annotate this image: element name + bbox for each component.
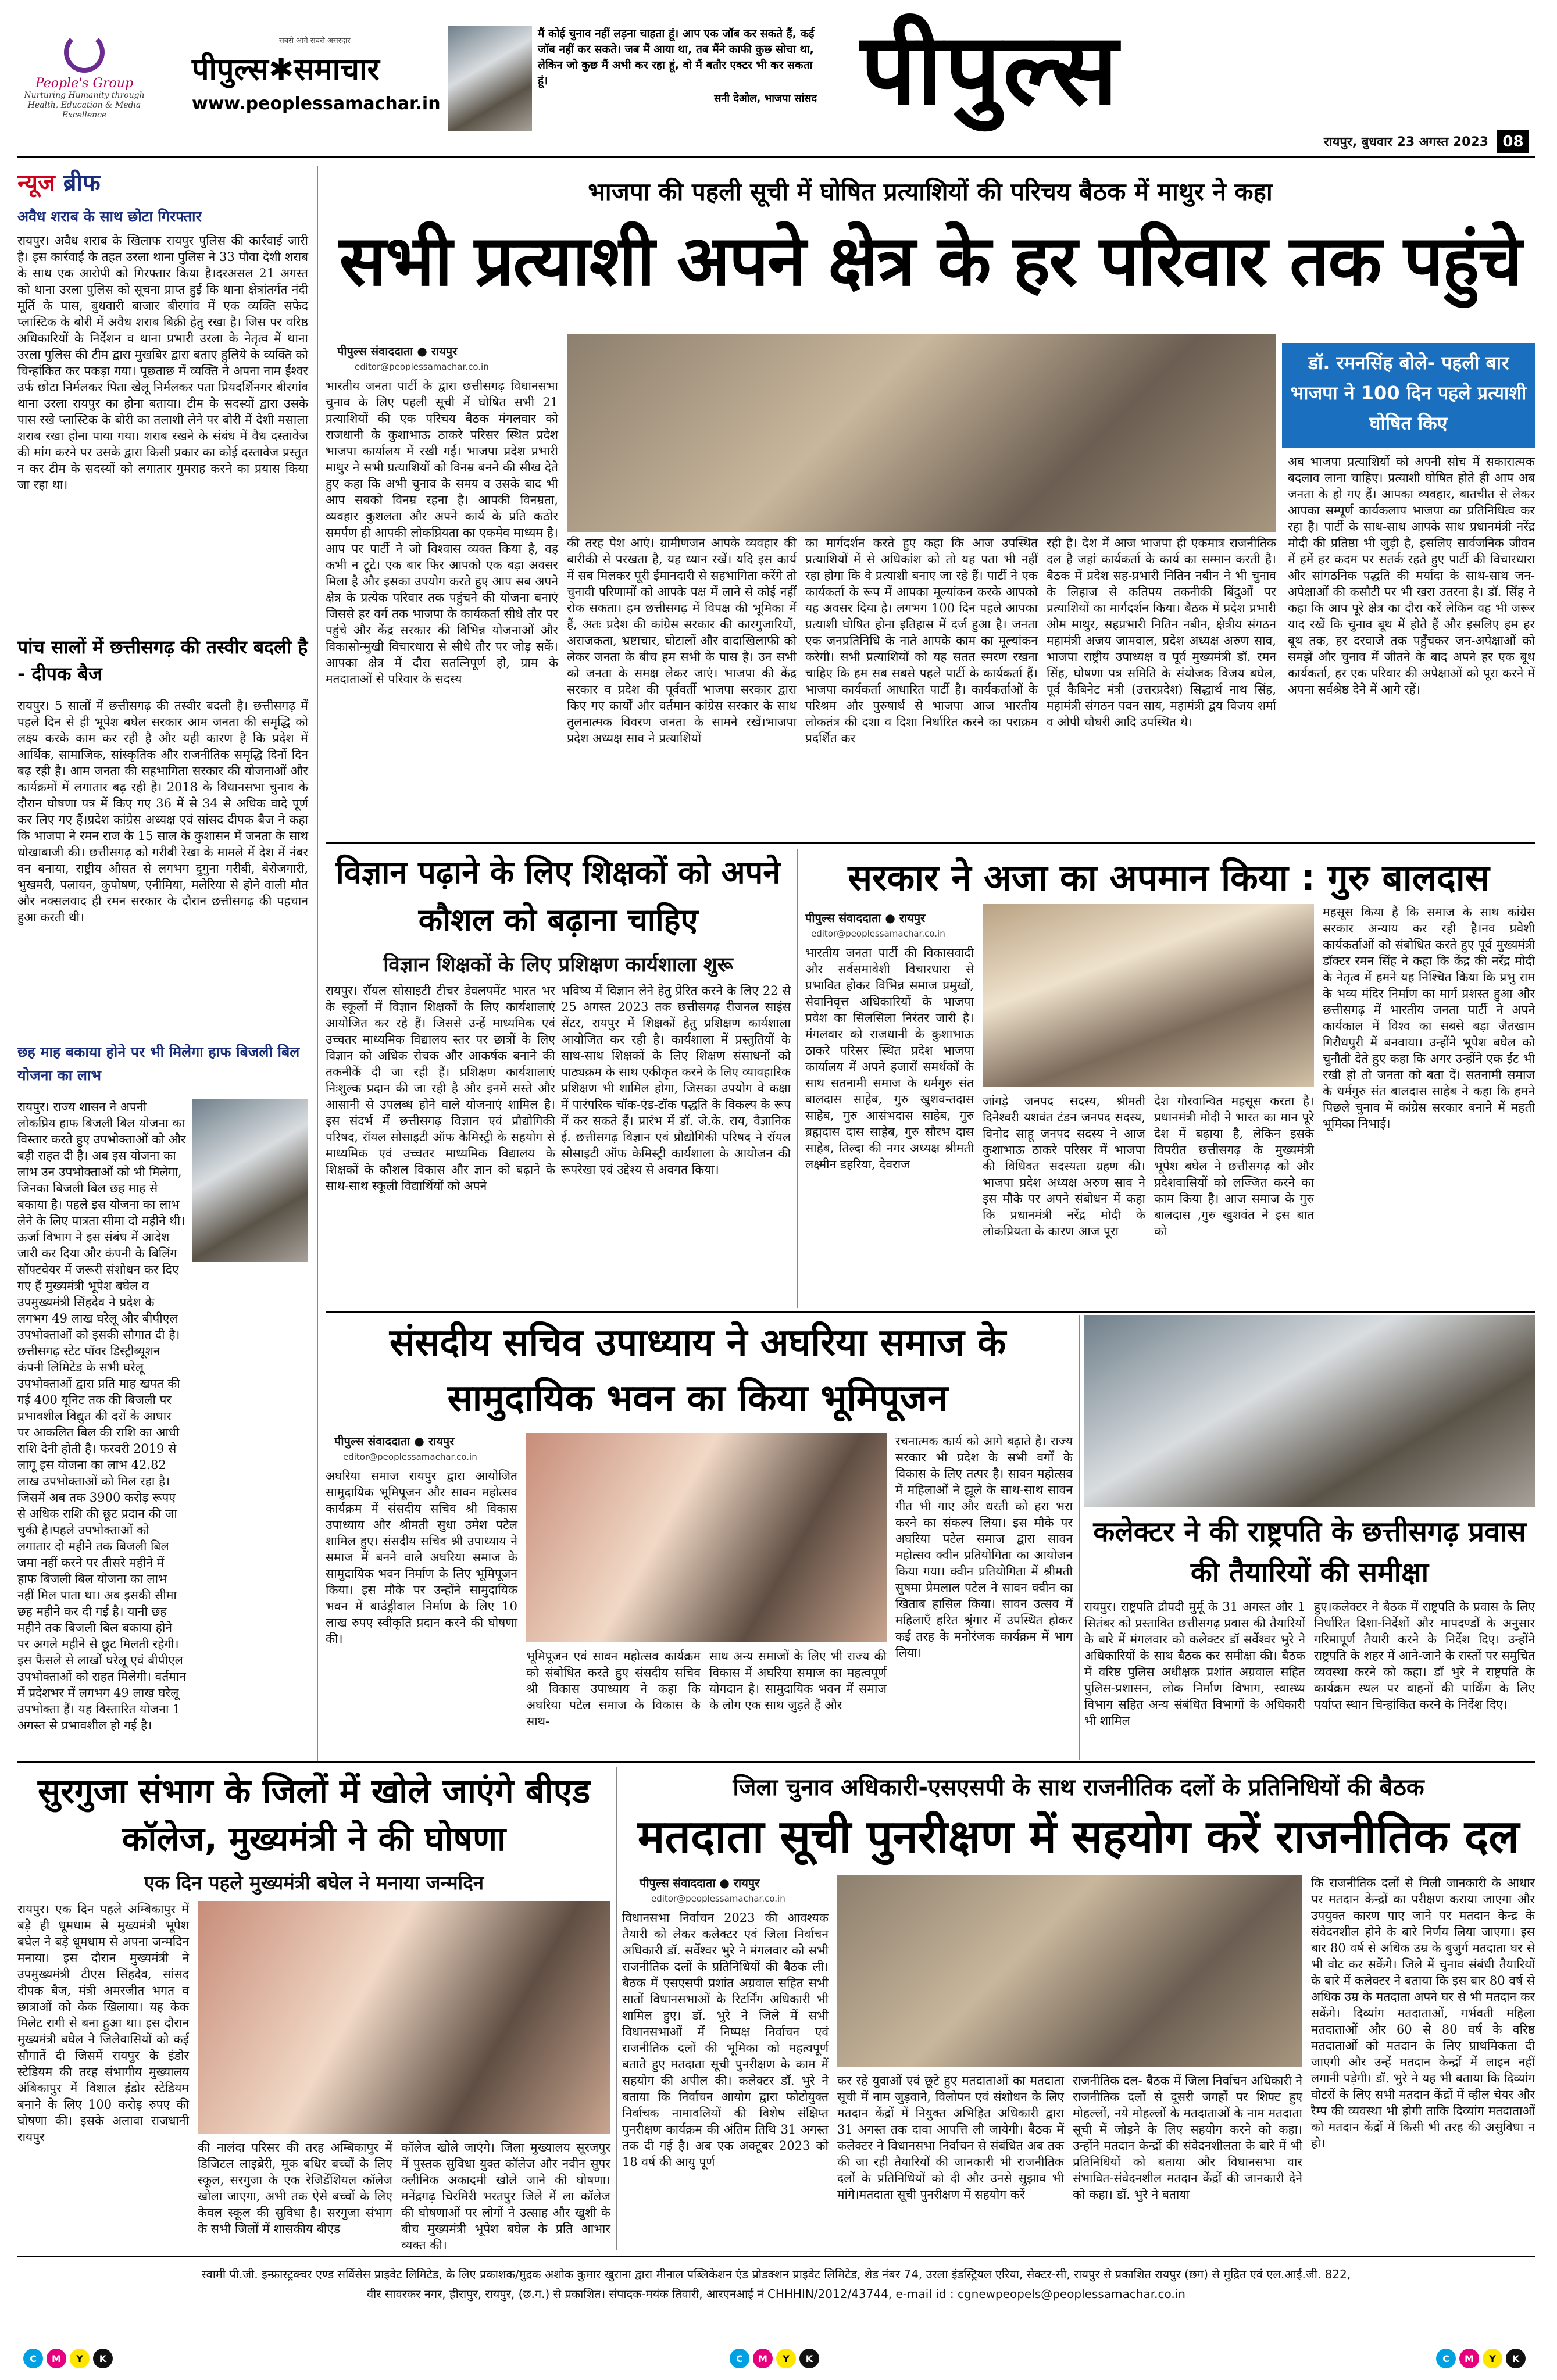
samaj-headline: संसदीय सचिव उपाध्याय ने अघरिया समाज के सामुदायिक भवन का किया भूमिपूजन: [389, 1321, 1006, 1420]
guru-col-2: जांगड़े जनपद सदस्य, श्रीमती दिनेश्वरी यशवंत टंडन जनपद सदस्य, विनोद साहू जनपद सदस्य ने आज कुशाभाऊ ठाकरे परिसर में भाजपा की विधिवत सदस्यता ग्रहण की। भाजपा प्रदेश अध्यक्ष अरुण साव ने इस मौके पर अपने संबोधन में कहा कि प्रधानमंत्री नरेंद्र मोदी के लोकप्रियता के कारण आज पूरा: [983, 1094, 1145, 1238]
brand-name-small: पीपुल्स✱समाचार: [192, 52, 380, 87]
reg-yellow: Y: [70, 2349, 90, 2368]
registration-marks-right: [1436, 2349, 1535, 2372]
brief-2-title: पांच सालों में छत्तीसगढ़ की तस्वीर बदली है - दीपक बैज: [17, 636, 308, 685]
brief-2-body: रायपुर। 5 सालों में छत्तीसगढ़ की तस्वीर बदली है। छत्तीसगढ़ में पहले दिन से ही भूपेश बघेल सरकार आम जनता की समृद्धि को लक्ष्य करके काम कर रही है और यही कारण है कि प्रदेश में आर्थिक, सामाजिक, सांस्कृतिक और राजनीतिक समृद्धि दिनों दिन बढ़ रही है। आम जनता की सहभागिता सरकार की योजनाओं और कार्यक्रमों में लगातार बढ़ रही है। 2018 के विधानसभा चुनाव के दौरान घोषणा पत्र में किए गए 36 में से 34 से अधिक वादे पूर्ण कर लिए गए हैं।प्रदेश कांग्रेस अध्यक्ष एवं सांसद दीपक बैज ने कहा कि भाजपा ने रमन राज के 15 साल के कुशासन में जनता के साथ धोखाबाजी की। छत्तीसगढ़ को गरीबी रेखा के मामले में देश में नंबर वन बनाया, राष्ट्रीय औसत से लगभग दुगुना गरीबी, बेरोजगारी, भुखमरी, पलायन, कुपोषण, एनीमिया, मलेरिया से होने वाली मौत और नक्सलवाद ही रमन सरकार के दौरान छत्तीसगढ़ की पहचान हुआ करती थी।: [17, 699, 308, 924]
small-brand: [192, 35, 448, 128]
website-link[interactable]: www.peoplessamachar.in: [192, 94, 441, 114]
surguja-headline: सुरगुजा संभाग के जिलों में खोले जाएंगे बीएड कॉलेज, मुख्यमंत्री ने की घोषणा: [37, 1771, 591, 1859]
reg-key: K: [93, 2349, 113, 2368]
vigyan-subhead: विज्ञान शिक्षकों के लिए प्रशिक्षण कार्यशाला शुरू: [383, 953, 733, 977]
brief-1-body: रायपुर। अवैध शराब के खिलाफ रायपुर पुलिस की कार्रवाई जारी है। इस कार्रवाई के तहत उरला थाना पुलिस ने 33 पौवा देशी शराब के साथ एक आरोपी को गिरफ्तार किया है।दरअसल 21 अगस्त को थाना उरला पुलिस को सूचना प्राप्त हुई कि थाना क्षेत्रांतर्गत नंदी मूर्ति के पास, बुधवारी बाजार बीरगांव में एक व्यक्ति सफेद प्लास्टिक के बोरी में अवैध शराब बिक्री हेतु रखा है। जिस पर वरिष्ठ अधिकारियों के निर्देशन व थाना प्रभारी उरला के नेतृत्व में थाना उरला पुलिस की टीम द्वारा मुखबिर द्वारा बताए हुलिये के व्यक्ति को चिन्हांकित कर पकड़ा गया। पूछताछ में व्यक्ति ने अपना नाम ईश्वर उर्फ छोटा निर्मलकर पिता खेलू निर्मलकर पता प्रियदर्शिनगर बीरगांव थाना उरला रायपुर का होना बताया। टीम के सदस्यों द्वारा उसके पास रखे प्लास्टिक के बोरी का तलाशी लेने पर बोरी में देशी मसाला शराब रखा होना पाया गया। शराब रखने के संबंध में वैध दस्तावेज की मांग करने पर उसके द्वारा किसी प्रकार का कोई दस्तावेज प्रस्तुत न कर टीम के सदस्यों को लगातार गुमराह करने का प्रयास किया जा रहा था।: [17, 234, 308, 492]
samaj-email[interactable]: editor@peoplessamachar.co.in: [343, 1452, 477, 1462]
registration-marks-left: [23, 2349, 122, 2372]
reg-magenta: M: [1459, 2349, 1479, 2368]
vigyan-col-2: भविष्य में विज्ञान लेने हेतु प्रेरित करने के लिए 22 से 25 अगस्त 2023 तक छत्तीसगढ़ रीजनल साइंस सेंटर, रायपुर में शिक्षकों हेतु प्रशिक्षण कार्यशाला आयोजित कर रही है। कार्यशाला में प्रस्तुतियों के साथ-साथ शिक्षकों के लिए शिक्षण संसाधनों को पाठ्यक्रम के साथ एकीकृत करने के लिए व्यावहारिक प्रशिक्षण भी शामिल होगा, जिसका उपयोग वे कक्षा में पारंपरिक चॉक-एंड-टॉक पद्धति के विकल्प के रूप में कर सकते हैं। प्रारंभ में डॉ. जे.के. राय, वैज्ञानिक ई. छत्तीसगढ़ विज्ञान एवं प्रौद्योगिकी परिषद ने रॉयल सोसाइटी ऑफ केमिस्ट्री कार्यशाला के आयोजन की रूपरेखा एवं उद्देश्य से अवगत किया।: [561, 984, 791, 1177]
surguja-divider: [616, 1767, 617, 2250]
raman-box-body: अब भाजपा प्रत्याशियों को अपनी सोच में सकारात्मक बदलाव लाना चाहिए। प्रत्याशी घोषित होते ही आप अब जनता के हो गए हैं। आपका व्यवहार, बातचीत से लेकर आपका सम्पूर्ण कार्यकलाप भाजपा का प्रतिनिधित्व कर रहा है। पार्टी के साथ-साथ आपके साथ प्रधानमंत्री नरेंद्र मोदी की प्रतिष्ठा भी जुड़ी है, इसलिए सार्वजनिक जीवन में हमें हर कदम पर सतर्क रहते हुए पार्टी की विचारधारा और सांगठनिक पद्धति की मर्यादा के साथ-साथ जन-अपेक्षाओं की कसौटी पर भी खरा उतरना है। डॉ. सिंह ने कहा कि आप पूरे क्षेत्र का दौरा करें लेकिन वह भी जरूर याद रखें कि चुनाव बूथ में होते हैं और इसलिए हम हर बूथ तक, हर दरवाजे तक पहुँचकर जन-अपेक्षाओं को समझें और चुनाव में जीतने के बाद अपने हर एक बूथ कार्यकर्ता, हर एक परिवार की अपेक्षाओं को पूरा करने में अपना सर्वश्रेष्ठ देने में आगे रहें।: [1288, 453, 1535, 834]
surguja-photo: [198, 1901, 610, 2134]
reg-key: K: [1506, 2349, 1526, 2368]
group-logo: [17, 32, 151, 142]
lead-col-4: रही है। देश में आज भाजपा ही एकमात्र राजनीतिक दल है जहां कार्यकर्ता के कार्य का सम्मान करती है। बैठक में प्रदेश सह-प्रभारी नितिन नबीन ने भी चुनाव के लिहाज से कतिपय तकनीकी बिंदुओं पर प्रत्याशियों का मार्गदर्शन किया। बैठक में प्रदेश प्रभारी ओम माथुर, सहप्रभारी नितिन नबीन, क्षेत्रीय संगठन महामंत्री अजय जामवाल, प्रदेश अध्यक्ष अरुण साव, भाजपा राष्ट्रीय उपाध्यक्ष व पूर्व मुख्यमंत्री डॉ. रमन सिंह, घोषणा पत्र समिति के संयोजक विजय बघेल, पूर्व कैबिनेट मंत्री (उत्तरप्रदेश) सिद्धार्थ नाथ सिंह, महामंत्री संगठन पवन साय, महामंत्री द्वय विजय शर्मा व ओपी चौधरी आदि उपस्थित थे।: [1047, 536, 1276, 729]
lead-col-1: भारतीय जनता पार्टी के द्वारा छत्तीसगढ़ विधानसभा चुनाव के लिए पहली सूची में घोषित सभी 21 प्रत्याशियों की एक परिचय बैठक मंगलवार को राजधानी के कुशाभाऊ ठाकरे परिसर स्थित प्रदेश भाजपा कार्यालय में रखी गई। भाजपा प्रदेश प्रभारी माथुर ने सभी प्रत्याशियों को विनम्र बनने की सीख देते हुए कहा कि अभी चुनाव के समय व उसके बाद भी आप सबको विनम्र रहना है। आपकी विनम्रता, व्यवहार कुशलता और अपने कार्य के प्रति कठोर समर्पण ही आपकी लोकप्रियता का एकमेव माध्यम है। आप पर पार्टी ने जो विश्वास व्यक्त किया है, वह कभी न टूटे। एक बार फिर आपको एक बड़ा अवसर मिला है और इसका उपयोग करते हुए आप सब अपने क्षेत्र के प्रत्येक परिवार तक पहुंचने की योजना बनाएं जिससे हर वर्ग तक भाजपा के कार्यकर्ता सीधे तौर पर पहुंचे और केंद्र सरकार की विभिन्न योजनाओं और विकासोन्मुखी विचारधारा से सीधे तौर पर जोड़ सकें। आपका क्षेत्र में दौरा सतत्निपूर्ण हो, ग्राम के मतदाताओं से परिवार के सदस्य: [326, 379, 558, 686]
quote-text: मैं कोई चुनाव नहीं लड़ना चाहता हूं। आप एक जॉब कर सकते हैं, कई जॉब नहीं कर सकते। जब मैं आया था, तब मैंने काफी कुछ सोचा था, लेकिन जो कुछ मैं अभी कर रहा हूं, वो मैं बतौर एक्टर भी कर सकता हूं।: [538, 27, 815, 87]
group-tagline: Nurturing Humanity through Health, Education & Media Excellence: [24, 91, 145, 120]
election-photo: [837, 1875, 1302, 2067]
collector-col-2: हुए।कलेक्टर ने बैठक में राष्ट्रपति के प्रवास के लिए निर्धारित दिशा-निर्देशों और मापदण्डों के अनुसार गरिमापूर्ण तैयारी करने के निर्देश दिए। उन्होंने राष्ट्रपति के शहर में आने-जाने के रास्तों पर समुचित व्यवस्था करने को कहा। डॉ भुरे ने राष्ट्रपति के कार्यक्रम स्थल पर वाहनों की पार्किंग के लिए पर्याप्त स्थान चिन्हांकित करने के निर्देश दिए।: [1314, 1600, 1535, 1711]
group-name: People's Group: [35, 76, 134, 91]
quote-author: सनी देओल, भाजपा सांसद: [714, 92, 817, 105]
reg-key: K: [799, 2349, 819, 2368]
news-brief-label-b: ब्रीफ: [63, 170, 101, 196]
lead-col-3: का मार्गदर्शन करते हुए कहा कि आज उपस्थित प्रत्याशियों में से अधिकांश को तो यह पता भी नहीं रहा होगा कि वे प्रत्याशी बनाए जा रहे हैं। पार्टी ने एक कार्यकर्ता के रूप में आपका मूल्यांकन करके आपको यह अवसर दिया है। लगभग 100 दिन पहले आपका प्रत्याशी घोषित होना इतिहास में दर्ज हुआ है। जनता एक जनप्रतिनिधि के नाते आपके काम का मूल्यांकन करेगी। सभी प्रत्याशियों को यह सतत स्मरण रखना चाहिए कि हम सब सबसे पहले पार्टी के कार्यकर्ता हैं। भाजपा कार्यकर्ता आधारित पार्टी है। कार्यकर्ताओं के परिश्रम और पुरुषार्थ से भाजपा आज भारतीय लोकतंत्र की दशा व दिशा निर्धारित करने का पराक्रम प्रदर्शित कर: [805, 536, 1038, 745]
lead-headline: सभी प्रत्याशी अपने क्षेत्र के हर परिवार तक पहुंचे: [339, 221, 1522, 302]
lead-byline: पीपुल्स संवाददाता ● रायपुर: [337, 344, 458, 358]
collector-col-1: रायपुर। राष्ट्रपति द्रौपदी मुर्मू के 31 अगस्त और 1 सितंबर को प्रस्तावित छत्तीसगढ़ प्रवास की तैयारियों के बारे में मंगलवार को कलेक्टर डॉ सर्वेश्वर भुरे ने अधिकारियों के साथ बैठक कर समीक्षा की। बैठक में वरिष्ठ पुलिस अधीक्षक प्रशांत अग्रवाल सहित पुलिस-प्रशासन, लोक निर्माण विभाग, स्वास्थ्य विभाग सहित अन्य संबंधित विभागों के अधिकारी भी शामिल: [1084, 1600, 1305, 1728]
collector-headline: कलेक्टर ने की राष्ट्रपति के छत्तीसगढ़ प्रवास की तैयारियों की समीक्षा: [1093, 1516, 1526, 1589]
surguja-col-2: की नालंदा परिसर की तरह अम्बिकापुर में डिजिटल लाइब्रेरी, मूक बधिर बच्चों के लिए स्कूल, सरगुजा के एक रेजिडेंशियल कॉलेज खोला जाएगा, अभी तक ऐसे बच्चों के लिए केवल स्कूल की सुविधा है। सरगुजा संभाग के सभी जिलों में शासकीय बीएड: [198, 2140, 392, 2236]
brand-tagline: सबसे आगे सबसे असरदार: [279, 37, 351, 45]
reg-yellow: Y: [1483, 2349, 1502, 2368]
lead-email[interactable]: editor@peoplessamachar.co.in: [355, 362, 489, 372]
lead-kicker: भाजपा की पहली सूची में घोषित प्रत्याशियों की परिचय बैठक में माथुर ने कहा: [588, 177, 1273, 206]
election-kicker: जिला चुनाव अधिकारी-एसएसपी के साथ राजनीतिक दलों के प्रतिनिधियों की बैठक: [733, 1774, 1424, 1801]
mid-rule: [326, 1311, 1535, 1313]
election-email[interactable]: editor@peoplessamachar.co.in: [651, 1893, 785, 1904]
group-logo-icon: [64, 32, 105, 73]
page-number: 08: [1497, 130, 1529, 153]
brief-divider: [317, 166, 318, 1761]
guru-email[interactable]: editor@peoplessamachar.co.in: [811, 928, 945, 939]
guru-col-3: देश गौरवान्वित महसूस करता है। प्रधानमंत्री मोदी ने भारत का मान पूरे देश में बढ़ाया है, लेकिन इसके विपरीत छत्तीसगढ़ के मुख्यमंत्री भूपेश बघेल ने छत्तीसगढ़ को और प्रदेशवासियों को लज्जित करने का काम किया है। आज समाज के गुरु बालदास ,गुरु खुशवंत ने इस बात को: [1154, 1094, 1314, 1238]
news-brief-label-a: न्यूज: [17, 170, 55, 196]
lead-meeting-photo: [567, 334, 1276, 532]
brief-3-body-cont: [17, 1262, 308, 1761]
imprint-line-2: वीर सावरकर नगर, हीरापुर, रायपुर, (छ.ग.) से प्रकाशित। संपादक-मयंक तिवारी, आरएनआई नं CHHHIN/2012/43744, e-mail id : cgnewpeopels@peoplessamachar.co.in: [367, 2287, 1185, 2301]
quote-box: [538, 26, 817, 142]
reg-cyan: C: [1436, 2349, 1456, 2368]
vigyan-headline: विज्ञान पढ़ाने के लिए शिक्षकों को अपने कौशल को बढ़ाना चाहिए: [335, 854, 781, 938]
imprint-line-1: स्वामी पी.जी. इन्फ्रास्ट्रक्चर एण्ड सर्विसेस प्राइवेट लिमिटेड, के लिए प्रकाशक/मुद्रक अशोक कुमार खुराना द्वारा मीनाल पब्लिकेशन एंड प्रोडक्शन प्राइवेट लिमिटेड, शेड नंबर 74, उरला इंडस्ट्रियल एरिया, सेक्टर-सी, रायपुर से प्रकाशित रायपुर (छग) से मुद्रित एवं एल.आई.जी. 822,: [201, 2267, 1351, 2281]
samaj-photo: [526, 1433, 887, 1642]
collector-photo: [1084, 1315, 1535, 1507]
samaj-col-3: साथ अन्य समाजों के लिए भी राज्य की विकास में अघरिया समाज का महत्वपूर्ण योगदान है। सामुदायिक भवन में समाज के लोग एक साथ जुड़ते हैं और: [709, 1649, 887, 1712]
brief-3-title: छह माह बकाया होने पर भी मिलेगा हाफ बिजली बिल योजना का लाभ: [17, 1044, 300, 1084]
guru-col-4: महसूस किया है कि समाज के साथ कांग्रेस सरकार अन्याय कर रही है।नव प्रवेशी कार्यकर्ताओं को संबोधित करते हुए पूर्व मुख्यमंत्री डॉक्टर रमन सिंह ने कहा कि केंद्र की नरेंद्र मोदी के नेतृत्व में हमने यह निश्चित किया कि प्रभु राम के भव्य मंदिर निर्माण का मार्ग प्रशस्त हुआ और छत्तीसगढ़ में भारतीय जनता पार्टी ने अपने कार्यकाल में विश्व का सबसे बड़ा जैतखाम गिरौधपुरी में बनवाया। उन्होंने भूपेश बघेल को चुनौती देते हुए कहा कि अगर उन्होंने एक ईंट भी रखी हो तो जनता को बता दें। सतनामी समाज के धर्मगुरु संत बालदास साहेब ने कहा कि हमने पिछले चुनाव में कांग्रेस सरकार बनाने में महती भूमिका निभाई।: [1323, 905, 1535, 1131]
election-col-1: विधानसभा निर्वाचन 2023 की आवश्यक तैयारी को लेकर कलेक्टर एवं जिला निर्वाचन अधिकारी डॉ. सर्वेश्वर भुरे ने मंगलवार को सभी राजनीतिक दलों के प्रतिनिधियों की बैठक ली। बैठक में एसएसपी प्रशांत अग्रवाल सहित सभी सातों विधानसभाओं के रिटर्निंग अधिकारी भी शामिल हुए। डॉ. भुरे ने जिले में सभी विधानसभाओं में निष्पक्ष निर्वाचन एवं राजनीतिक दलों की भूमिका को महत्वपूर्ण बताते हुए मतदाता सूची पुनरीक्षण के काम में सहयोग की अपील की। कलेक्टर डॉ. भुरे ने बताया कि निर्वाचन आयोग द्वारा फोटोयुक्त निर्वाचक नामावलियों की विशेष संक्षिप्त पुनरीक्षण कार्यक्रम की अंतिम तिथि 31 अगस्त तक दी गई है। अब एक अक्टूबर 2023 को 18 वर्ष की आयु पूर्ण: [622, 1911, 829, 2169]
raman-box-title-text: डॉ. रमनसिंह बोले- पहली बार भाजपा ने 100 दिन पहले प्रत्याशी घोषित किए: [1290, 352, 1527, 434]
reg-magenta: M: [753, 2349, 773, 2368]
registration-marks-center: [730, 2349, 829, 2372]
footer-rule: [17, 2256, 1535, 2257]
surguja-col-1: रायपुर। एक दिन पहले अम्बिकापुर में बड़े ही धूमधाम से मुख्यमंत्री भूपेश बघेल ने बड़े धूमधाम से अपना जन्मदिन मनाया। इस दौरान मुख्यमंत्री ने उपमुख्यमंत्री टीएस सिंहदेव, सांसद दीपक बैज, मंत्री अमरजीत भगत व छात्राओं को केक खिलाया। यह केक मिलेट रागी से बना हुआ था। इस दौरान मुख्यमंत्री बघेल ने जिलेवासियों को कई सौगातें दी जिसमें रायपुर के इंडोर स्टेडियम की तरह संभागीय मुख्यालय अंबिकापुर में विशाल इंडोर स्टेडियम बनाने के लिए 100 करोड़ रुपए की घोषणा की। इसके अलावा राजधानी रायपुर: [17, 1902, 189, 2144]
election-col-4: कि राजनीतिक दलों से मिली जानकारी के आधार पर मतदान केन्द्रों का परीक्षण कराया जाएगा और उपयुक्त कारण पाए जाने पर मतदान केन्द्र के संवेदनशील होने के बारे निर्णय लिया जाएगा। इस बार 80 वर्ष से अधिक उम्र के बुजुर्ग मतदाता घर से भी वोट कर सकेंगे। जिले में चुनाव संबंधी तैयारियों के बारे में कलेक्टर ने बताया कि इस बार 80 वर्ष से अधिक उम्र के मतदाता अपने घर से भी मतदान कर सकेंगे। दिव्यांग मतदाताओं, गर्भवती महिला मतदाताओं और 60 से 80 वर्ष के वरिष्ठ मतदाताओं को मतदान के लिए प्राथमिकता दी जाएगी और उन्हें मतदान केन्द्रों में लाइन नहीं लगानी पड़ेगी। डॉ. भुरे ने यह भी बताया कि दिव्यांग वोटरों के लिए सभी मतदान केंद्रों में व्हील चेयर और रैम्प की व्यवस्था भी होगी ताकि दिव्यांग मतदाताओं को मतदान केंद्रों में किसी भी तरह की असुविधा न हो।: [1311, 1876, 1535, 2150]
masthead-rule: [17, 156, 1535, 158]
lead-col-2: की तरह पेश आएं। ग्रामीणजन आपके व्यवहार की बारीकी से परखता है, यह ध्यान रखें। यदि इस कार्य में सब मिलकर पूरी ईमानदारी से सहभागिता करेंगे तो चुनावी परिणामों को आपके पक्ष में लाने से कोई नहीं रोक सकता। हम छत्तीसगढ़ में विपक्ष की भूमिका में हैं, अतः प्रदेश की कांग्रेस सरकार की कारगुजारियों, अराजकता, भ्रष्टाचार, घोटालों और वादाखिलाफी को लेकर जनता के बीच हम सभी के पास है। उन सभी को जनता के समक्ष लेकर जाएं। भाजपा की केंद्र सरकार व प्रदेश की पूर्ववर्ती भाजपा सरकार द्वारा किए गए कार्यों और वर्तमान कांग्रेस सरकार के साथ तुलनात्मक विवरण जनता के सामने रखें।भाजपा प्रदेश अध्यक्ष साव ने प्रत्याशियों: [567, 536, 797, 745]
guru-photo: [983, 904, 1314, 1087]
reg-cyan: C: [23, 2349, 43, 2368]
election-col-2: कर रहे युवाओं एवं छूटे हुए मतदाताओं का मतदाता सूची में नाम जुड़वाने, विलोपन एवं संशोधन के लिए मतदान केंद्रों में नियुक्त अभिहित अधिकारी द्वारा 31 अगस्त तक दावा आपत्ति ली जायेगी। बैठक में कलेक्टर ने विधानसभा निर्वाचन से संबंधित अब तक की जा रही तैयारियों की जानकारी भी राजनीतिक दलों के प्रतिनिधियों को दी और उनसे सुझाव भी मांगे।मतदाता सूची पुनरीक्षण में सहयोग करें: [837, 2074, 1064, 2202]
guru-headline: सरकार ने अजा का अपमान किया : गुरु बालदास: [848, 856, 1490, 899]
news-brief-label: [17, 166, 308, 201]
imprint: [23, 2264, 1529, 2311]
vigyan-col-1: रायपुर। रॉयल सोसाइटी टीचर डेवलपमेंट भारत भर के स्कूलों में विज्ञान शिक्षकों के लिए कार्यशालाएं आयोजित कर रहे हैं। जिससे उन्हें माध्यमिक एवं उच्चतर माध्यमिक विद्यालय स्तर पर छात्रों के लिए विज्ञान को अधिक रोचक और आकर्षक बनाने की तकनीकें दी जा रही हैं। प्रशिक्षण कार्यशालाएं निःशुल्क प्रदान की जा रही है और इनमें सस्ते और आसानी से उपलब्ध होने वाले योजनाएं शामिल है। इस संदर्भ में छत्तीसगढ़ विज्ञान एवं प्रौद्योगिकी परिषद, रॉयल सोसाइटी ऑफ केमिस्ट्री के सहयोग से माध्यमिक एवं उच्चतर माध्यमिक विद्यालय के शिक्षकों के कौशल विकास और ज्ञान को बढ़ाने के साथ-साथ स्कूली विद्यार्थियों को अपने: [326, 984, 555, 1193]
surguja-subhead: एक दिन पहले मुख्यमंत्री बघेल ने मनाया जन्मदिन: [144, 1871, 484, 1894]
samaj-col-1: अघरिया समाज रायपुर द्वारा आयोजित सामुदायिक भूमिपूजन और सावन महोत्सव कार्यक्रम में संसदीय सचिव श्री विकास उपाध्याय और श्रीमती सुधा उमेश पटेल शामिल हुए। संसदीय सचिव श्री उपाध्याय ने समाज में बनने वाले अघरिया समाज के सामुदायिक भवन निर्माण के लिए भूमिपूजन किया। इस मौके पर उन्होंने सामुदायिक भवन में बाउंड्रीवाल निर्माण के लिए 10 लाख रुपए स्वीकृति प्रदान करने की घोषणा की।: [326, 1469, 517, 1646]
reg-cyan: C: [730, 2349, 749, 2368]
date-line: रायपुर, बुधवार 23 अगस्त 2023: [1323, 135, 1488, 149]
election-byline: पीपुल्स संवाददाता ● रायपुर: [640, 1876, 760, 1890]
samaj-divider: [1079, 1315, 1080, 1760]
brief-3-body: रायपुर। राज्य शासन ने अपनी लोकप्रिय हाफ बिजली बिल योजना का विस्तार करते हुए उपभोक्ताओं को और बड़ी राहत दी है। अब इस योजना का लाभ उन उपभोक्ताओं को भी मिलेगा, जिनका बिजली बिल छह माह से बकाया है। पहले इस योजना का लाभ लेने के लिए पात्रता सीमा दो महीने थी। ऊर्जा विभाग ने इस संबंध में आदेश जारी कर दिया और कंपनी के बिलिंग सॉफ्टवेयर में जरूरी संशोधन कर दिए गए हैं मुख्यमंत्री भूपेश बघेल व उपमुख्यमंत्री सिंहदेव ने प्रदेश के लगभग 49 लाख घरेलू और बीपीएल उपभोक्ताओं को इसकी सौगात दी है। छत्तीसगढ़ स्टेट पॉवर डिस्ट्रीब्यूशन कंपनी लिमिटेड के सभी घरेलू उपभोक्ताओं द्वारा प्रति माह खपत की गई 400 यूनिट तक की बिजली पर प्रभावशील विद्युत की दरों के आधार पर आकलित बिल की राशि का आधी राशि देनी होती है। फरवरी 2019 से लागू इस योजना का लाभ 42.82 लाख उपभोक्ताओं को मिल रहा है। जिसमें अब तक 3900 करोड़ रूपए से अधिक राशि की छूट प्रदान की जा चुकी है।पहले उपभोक्ताओं को लगातार दो महीने तक बिजली बिल जमा नहीं करने पर तीसरे महीने में हाफ बिजली बिल योजना का लाभ नहीं मिल पाता था। अब इसकी सीमा छह महीने कर दी गई है। यानी छह महीने तक बिजली बिल बकाया होने पर अगले महीने से छूट मिलती रहेगी। इस फैसले से लाखों घरेलू एवं बीपीएल उपभोक्ताओं को राहत मिलेगी। वर्तमान में प्रदेशभर में लगभग 49 लाख घरेलू उपभोक्ता हैं। यह विस्तारित योजना 1 अगस्त से प्रभावशील हो गई है।: [17, 1100, 186, 1732]
guru-byline: पीपुल्स संवाददाता ● रायपुर: [805, 911, 926, 925]
samaj-col-4: रचनात्मक कार्य को आगे बढ़ाते है। राज्य सरकार भी प्रदेश के सभी वर्गों के विकास के लिए तत्पर है। सावन महोत्सव में महिलाओं ने झूले के साथ-साथ सावन गीत भी गाए और धरती को हरा भरा करने का संकल्प लिया। इस मौके पर अघरिया पटेल समाज द्वारा सावन महोत्सव क्वीन प्रतियोगिता का आयोजन किया गया। क्वीन प्रतियोगिता में श्रीमती सुषमा प्रेमलाल पटेल ने सावन क्वीन का खिताब हासिल किया। सावन उत्सव में महिलाएँ हरित श्रृंगार में उपस्थित होकर कई तरह के मनोरंजक कार्यक्रम में भाग लिया।: [895, 1434, 1073, 1660]
brief-1-title: अवैध शराब के साथ छोटा गिरफ्तार: [17, 208, 202, 225]
electric-meter-photo: [192, 1099, 308, 1262]
election-col-3: राजनीतिक दल- बैठक में जिला निर्वाचन अधिकारी ने राजनीतिक दलों से दूसरी जगहों पर शिफ्ट हुए मोहल्लों, नये मोहल्लों के मतदाताओं के नाम मतदाता सूची में जोड़ने के लिए सहयोग करने को कहा। उन्होंने मतदान केन्द्रों की संवेदनशीलता के बारे में भी प्रतिनिधियों को बताया और विधानसभा वार संभावित-संवेदनशील मतदान केंद्रों की जानकारी देने को कहा। डॉ. भुरे ने बताया: [1073, 2074, 1302, 2202]
lower-rule: [17, 1761, 1535, 1763]
masthead-title: पीपुल्स: [860, 12, 1120, 127]
reg-yellow: Y: [776, 2349, 796, 2368]
vigyan-divider: [797, 849, 798, 1308]
surguja-col-3: कॉलेज खोले जाएंगे। जिला मुख्यालय सूरजपुर में पुस्तक सुविधा युक्त कॉलेज और नवीन सुपर क्लीनिक अकादमी खोले जाने की घोषणा। मनेंद्रगढ़ चिरमिरी भरतपुर जिले में ला कॉलेज की घोषणाओं पर लोगों ने उत्साह और खुशी के बीच मुख्यमंत्री भूपेश बघेल के प्रति आभार व्यक्त की।: [401, 2140, 610, 2252]
samaj-byline: पीपुल्स संवाददाता ● रायपुर: [334, 1434, 455, 1448]
reg-magenta: M: [47, 2349, 66, 2368]
guru-col-1: भारतीय जनता पार्टी की विकासवादी और सर्वसमावेशी विचारधारा से प्रभावित होकर विभिन्न समाज प्रमुखों, सेवानिवृत्त अधिकारियों के भाजपा प्रवेश का सिलसिला निरंतर जारी है। मंगलवार को राजधानी के कुशाभाऊ ठाकरे परिसर स्थित प्रदेश भाजपा कार्यालय में अपने हजारों समर्थकों के साथ सतनामी समाज के धर्मगुरु संत बालदास साहेब, गुरु खुशवन्तदास साहेब, गुरु आसंभदास साहेब, गुरु ब्रह्मदास दास साहेब, गुरु सौरभ दास साहेब, तिल्दा की नगर अध्यक्ष श्रीमती लक्ष्मीन डहरिया, देवराज: [805, 946, 974, 1171]
samaj-col-2: भूमिपूजन एवं सावन महोत्सव कार्यक्रम को संबोधित करते हुए संसदीय सचिव श्री विकास उपाध्याय ने कहा कि अघरिया पटेल समाज के विकास के साथ-: [526, 1649, 701, 1728]
election-headline: मतदाता सूची पुनरीक्षण में सहयोग करें राजनीतिक दल: [637, 1811, 1520, 1863]
raman-box-title: [1282, 343, 1535, 448]
lead-rule: [326, 842, 1535, 844]
sunny-deol-photo: [448, 26, 532, 131]
